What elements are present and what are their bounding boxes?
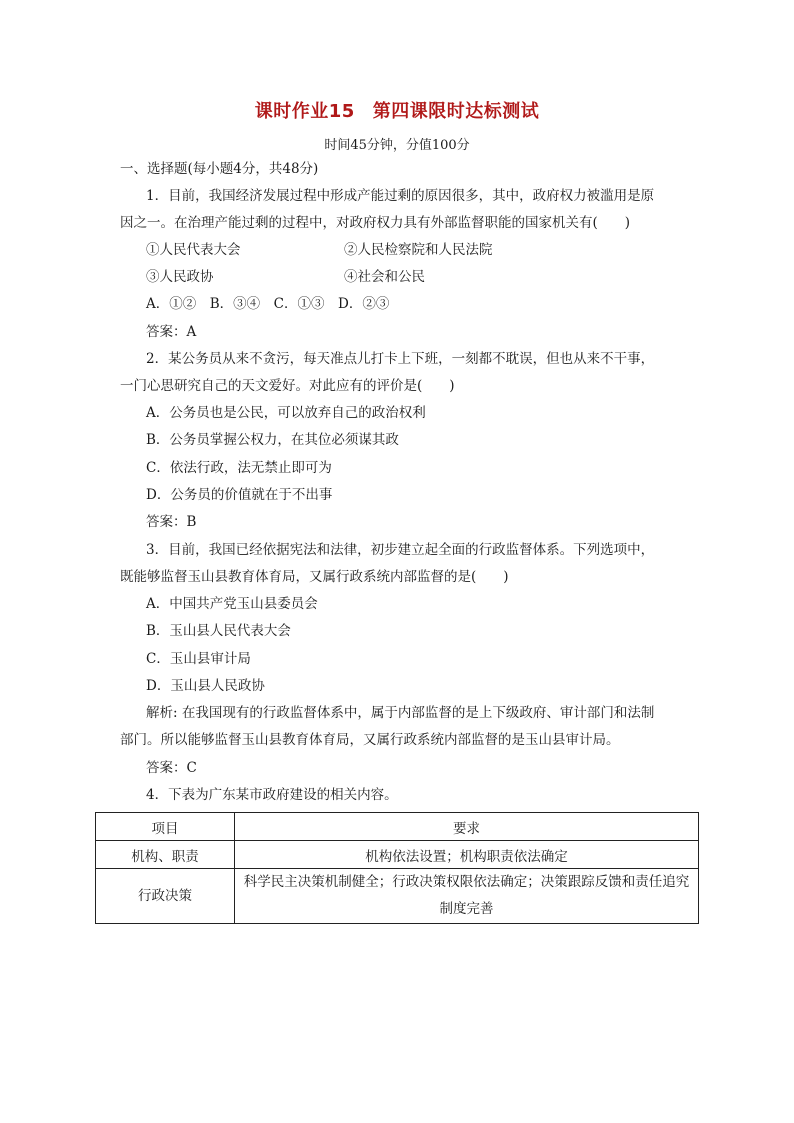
q1-choices: A．①② B．③④ C．①③ D．②③	[146, 296, 390, 312]
q1-stem-line-2: 因之一。在治理产能过剩的过程中，对政府权力具有外部监督职能的国家机关有( )	[120, 215, 631, 231]
q2-option-a: A．公务员也是公民，可以放弃自己的政治权利	[146, 405, 426, 421]
table-header-requirement: 要求	[235, 813, 699, 841]
table-row	[96, 869, 699, 924]
q2-option-d: D．公务员的价值就在于不出事	[146, 487, 333, 503]
q3-analysis-line-1: 解析: 在我国现有的行政监督体系中，属于内部监督的是上下级政府、审计部门和法制	[146, 705, 655, 721]
q1-option-2: ②人民检察院和人民法院	[344, 242, 493, 258]
q3-answer: 答案：C	[146, 760, 197, 776]
table-cell-item: 机构、职责	[96, 841, 235, 869]
q4-stem: 4．下表为广东某市政府建设的相关内容。	[146, 787, 398, 803]
q2-option-b: B．公务员掌握公权力，在其位必须谋其政	[146, 432, 399, 448]
q3-option-a: A．中国共产党玉山县委员会	[146, 596, 318, 612]
q2-option-c: C．依法行政，法无禁止即可为	[146, 460, 332, 476]
table-header-row	[96, 813, 699, 841]
q2-stem-line-1: 2．某公务员从来不贪污，每天准点儿打卡上下班，一刻都不耽误，但也从来不干事，	[146, 351, 655, 367]
table-header-item: 项目	[96, 813, 235, 841]
q3-option-c: C．玉山县审计局	[146, 651, 251, 667]
q3-option-d: D．玉山县人民政协	[146, 678, 265, 694]
q3-option-b: B．玉山县人民代表大会	[146, 623, 291, 639]
page-title	[0, 97, 794, 123]
table-cell-requirement: 机构依法设置；机构职责依法确定	[235, 841, 699, 869]
q3-stem-line-2: 既能够监督玉山县教育体育局，又属行政系统内部监督的是( )	[120, 569, 509, 585]
title-part-2: 第四课限时达标测试	[372, 101, 540, 122]
title-part-1: 课时作业15	[254, 101, 355, 122]
q3-stem-line-1: 3．目前，我国已经依据宪法和法律，初步建立起全面的行政监督体系。下列选项中，	[146, 542, 655, 558]
table-row	[96, 841, 699, 869]
table-cell-item: 行政决策	[96, 869, 235, 924]
q1-stem-line-1: 1．目前，我国经济发展过程中形成产能过剩的原因很多，其中，政府权力被滥用是原	[146, 188, 655, 204]
q2-answer: 答案：B	[146, 514, 197, 530]
q1-answer: 答案：A	[146, 324, 197, 340]
requirements-table	[95, 812, 699, 924]
q1-option-3: ③人民政协	[146, 269, 214, 285]
section-heading: 一、选择题(每小题4分，共48分)	[120, 161, 319, 177]
table-cell-requirement: 科学民主决策机制健全；行政决策权限依法确定；决策跟踪反馈和责任追究制度完善	[235, 869, 699, 924]
time-score-info: 时间45分钟，分值100分	[324, 138, 470, 153]
q1-option-4: ④社会和公民	[344, 269, 425, 285]
q1-option-1: ①人民代表大会	[146, 242, 241, 258]
q2-stem-line-2: 一门心思研究自己的天文爱好。对此应有的评价是( )	[120, 378, 455, 394]
q3-analysis-line-2: 部门。所以能够监督玉山县教育体育局，又属行政系统内部监督的是玉山县审计局。	[120, 732, 620, 748]
